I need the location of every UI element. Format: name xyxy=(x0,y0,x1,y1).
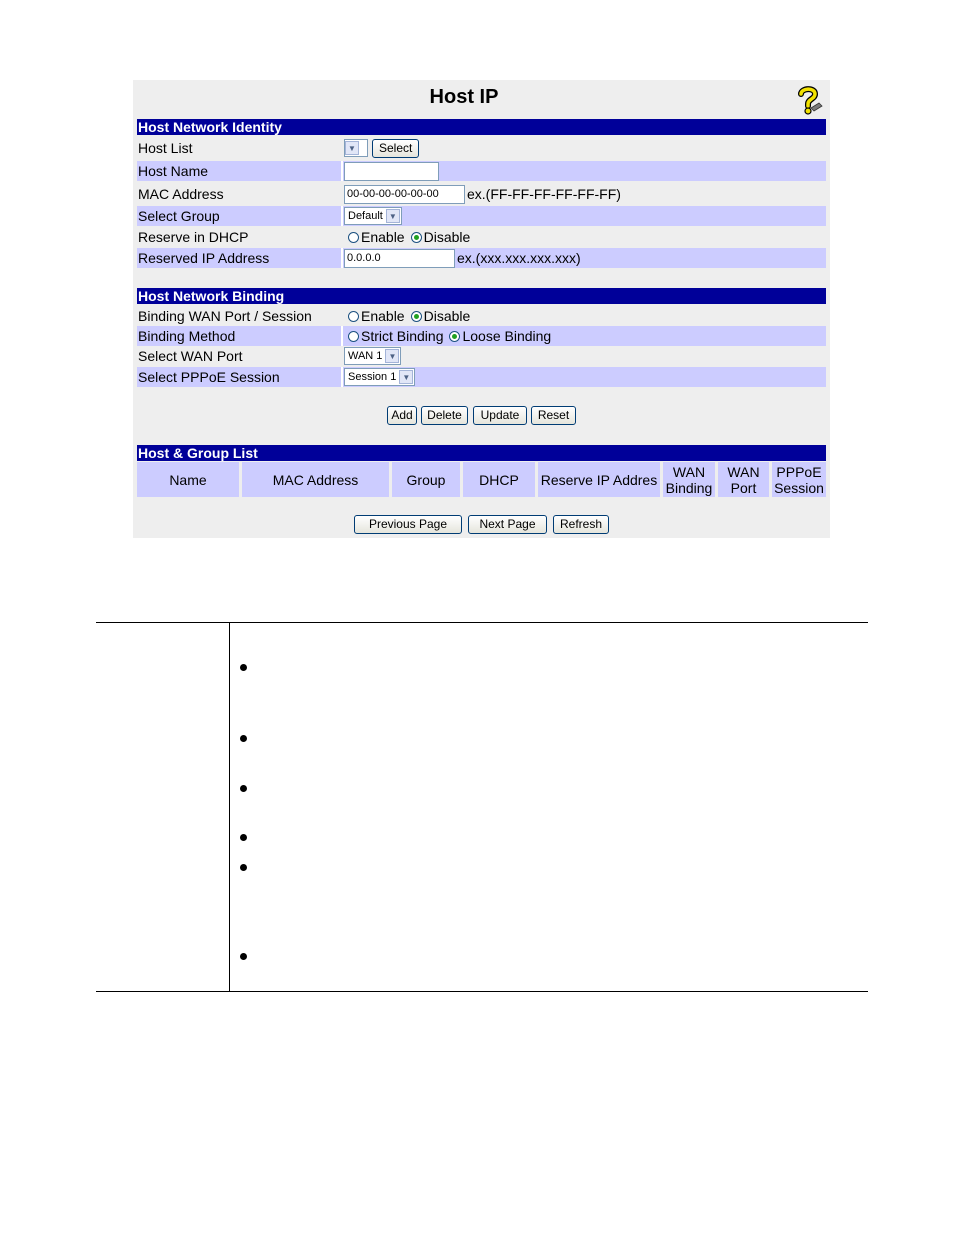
row-binding-method xyxy=(137,326,826,346)
binding-disable-option[interactable]: Disable xyxy=(411,308,471,324)
reserve-dhcp-label: Reserve in DHCP xyxy=(138,229,249,245)
row-mac-address xyxy=(137,184,826,204)
row-wan-port xyxy=(137,346,826,366)
list-bullet xyxy=(240,735,247,742)
mac-address-hint: ex.(FF-FF-FF-FF-FF-FF) xyxy=(467,186,621,202)
chevron-down-icon: ▼ xyxy=(386,209,400,223)
dhcp-disable-radio[interactable] xyxy=(411,232,422,243)
dhcp-disable-option[interactable]: Disable xyxy=(411,229,471,245)
select-group-label: Select Group xyxy=(138,208,220,224)
wan-port-label: Select WAN Port xyxy=(138,348,243,364)
host-list-label: Host List xyxy=(138,140,193,156)
row-reserve-dhcp xyxy=(137,227,826,247)
dhcp-enable-option[interactable]: Enable xyxy=(348,229,405,245)
add-button[interactable]: Add xyxy=(387,406,417,425)
host-name-input[interactable] xyxy=(344,162,439,181)
reserved-ip-input[interactable]: 0.0.0.0 xyxy=(344,249,455,268)
strict-binding-option[interactable]: Strict Binding xyxy=(348,328,443,344)
list-column-headers xyxy=(137,462,826,497)
doc-table-column-divider xyxy=(229,623,230,991)
host-name-label: Host Name xyxy=(138,163,209,179)
pppoe-session-value: Session 1 xyxy=(348,371,397,383)
column-header-group: Group xyxy=(392,462,460,497)
binding-disable-radio[interactable] xyxy=(411,311,422,322)
list-bullet xyxy=(240,664,247,671)
host-list-select[interactable] xyxy=(344,139,368,157)
list-bullet xyxy=(240,834,247,841)
doc-table-top-rule xyxy=(96,622,868,623)
section-header-binding: Host Network Binding xyxy=(137,288,826,304)
row-wan-binding xyxy=(137,306,826,326)
next-page-button[interactable]: Next Page xyxy=(468,515,547,534)
wan-binding-label: Binding WAN Port / Session xyxy=(138,308,312,324)
column-header-name: Name xyxy=(137,462,239,497)
group-select[interactable] xyxy=(344,207,402,225)
list-bullet xyxy=(240,953,247,960)
help-question-icon[interactable] xyxy=(792,83,824,115)
reserved-ip-label: Reserved IP Address xyxy=(138,250,270,266)
column-header-wan-port: WAN Port xyxy=(718,462,769,497)
delete-button[interactable]: Delete xyxy=(421,406,468,425)
select-button[interactable]: Select xyxy=(372,139,419,158)
page-title: Host IP xyxy=(429,86,499,108)
mac-address-label: MAC Address xyxy=(138,186,224,202)
row-select-group xyxy=(137,206,826,226)
row-reserved-ip xyxy=(137,248,826,268)
row-host-list xyxy=(137,138,826,158)
list-bullet xyxy=(240,864,247,871)
dhcp-enable-radio[interactable] xyxy=(348,232,359,243)
chevron-down-icon: ▼ xyxy=(399,370,413,384)
mac-address-input[interactable]: 00-00-00-00-00-00 xyxy=(344,185,465,204)
group-select-value: Default xyxy=(348,210,383,222)
doc-table-bottom-rule xyxy=(96,991,868,992)
wan-port-select[interactable] xyxy=(344,347,401,365)
section-header-identity: Host Network Identity xyxy=(137,119,826,135)
pppoe-session-select[interactable] xyxy=(344,368,415,386)
column-header-pppoe-session: PPPoE Session xyxy=(772,462,826,497)
column-header-wan-binding: WAN Binding xyxy=(663,462,715,497)
refresh-button[interactable]: Refresh xyxy=(553,515,609,534)
binding-enable-option[interactable]: Enable xyxy=(348,308,405,324)
chevron-down-icon: ▼ xyxy=(385,349,399,363)
column-header-dhcp: DHCP xyxy=(463,462,535,497)
column-header-mac: MAC Address xyxy=(242,462,389,497)
binding-method-label: Binding Method xyxy=(138,328,236,344)
loose-binding-radio[interactable] xyxy=(449,331,460,342)
update-button[interactable]: Update xyxy=(473,406,527,425)
reserved-ip-hint: ex.(xxx.xxx.xxx.xxx) xyxy=(457,250,581,266)
binding-enable-radio[interactable] xyxy=(348,311,359,322)
list-bullet xyxy=(240,785,247,792)
previous-page-button[interactable]: Previous Page xyxy=(354,515,462,534)
row-pppoe-session xyxy=(137,367,826,387)
strict-binding-radio[interactable] xyxy=(348,331,359,342)
wan-port-value: WAN 1 xyxy=(348,350,383,362)
row-host-name xyxy=(137,161,826,181)
loose-binding-option[interactable]: Loose Binding xyxy=(449,328,551,344)
reset-button[interactable]: Reset xyxy=(531,406,576,425)
section-header-list: Host & Group List xyxy=(137,445,826,461)
pppoe-session-label: Select PPPoE Session xyxy=(138,369,280,385)
chevron-down-icon: ▼ xyxy=(345,141,359,155)
column-header-reserve-ip: Reserve IP Addres xyxy=(538,462,660,497)
